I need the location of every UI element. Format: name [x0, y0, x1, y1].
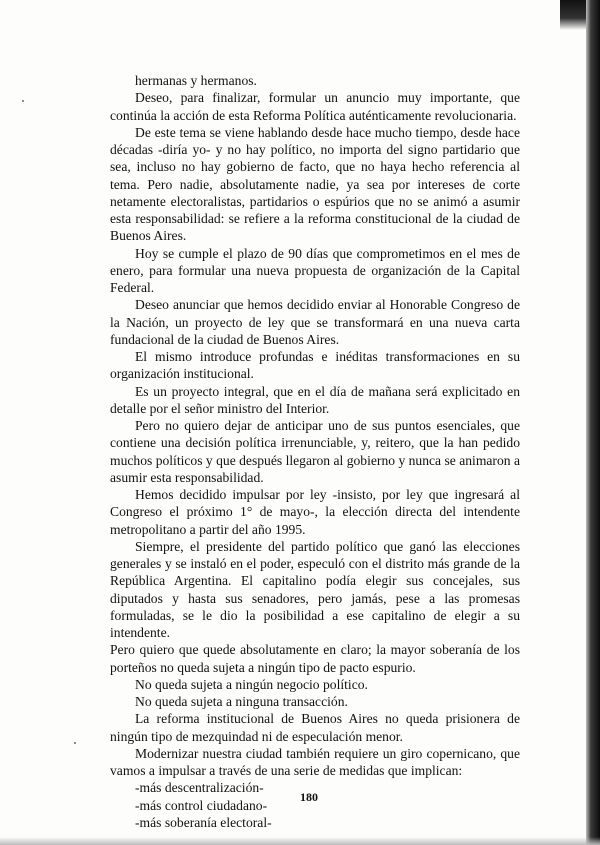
page-edge-shadow-bottom	[0, 837, 600, 845]
text-line: detalle por el señor ministro del Interior.	[110, 400, 330, 416]
text-line: -más descentralización-	[135, 780, 264, 796]
text-line: Es un proyecto integral, que en el día de mañana será explicitado en	[135, 383, 520, 399]
text-line: netamente electoralistas, partidarios o espúrios que no se animó a asumir	[110, 193, 520, 209]
text-line: asumir esta responsabilidad.	[110, 469, 264, 485]
text-line: fundacional de la ciudad de Buenos Aires.	[110, 331, 340, 347]
text-line: Buenos Aires.	[110, 228, 187, 244]
text-line: -más control ciudadano-	[135, 797, 268, 813]
text-line: ningún tipo de mezquindad ni de especulación menor.	[110, 728, 403, 744]
text-line: República Argentina. El capitalino podía elegir sus concejales, sus	[110, 573, 520, 589]
text-line: hermanas y hermanos.	[135, 73, 257, 88]
text-line: De este tema se viene hablando desde hace mucho tiempo, desde hace	[135, 124, 520, 140]
text-line: Deseo anunciar que hemos decidido enviar al Honorable Congreso de	[135, 297, 520, 313]
text-line: décadas -diría yo- y no hay político, no importa del signo partidario que	[110, 142, 520, 157]
text-line: tema. Pero nadie, absolutamente nadie, ya sea por intereses de corte	[110, 176, 520, 192]
text-line: Modernizar nuestra ciudad también requiere un giro copernicano, que	[135, 745, 520, 761]
text-line: diputados y hasta sus senadores, pero jamás, pese a las promesas	[110, 590, 520, 606]
text-line: sea, incluso no hay gobierno de facto, que no haya hecho referencia al	[110, 159, 520, 175]
text-line: contiene una decisión política irrenunciable, y, reitero, que la han pedido	[110, 435, 520, 451]
text-line: Hoy se cumple el plazo de 90 días que comprometimos en el mes de	[135, 245, 520, 261]
scan-speck	[22, 100, 24, 102]
text-line: generales y se instaló en el poder, especuló con el distrito más grande de la	[110, 556, 520, 571]
text-line: Hemos decidido impulsar por ley -insisto, por ley que ingresará al	[135, 487, 520, 502]
scan-speck	[74, 742, 76, 744]
body-text	[110, 72, 520, 831]
text-line: organización institucional.	[110, 366, 254, 382]
text-line: -más soberanía electoral-	[135, 814, 272, 830]
text-line: Siempre, el presidente del partido político que ganó las elecciones	[135, 538, 520, 554]
text-line: formuladas, se le dio la posibilidad a ese capitalino de elegir a su intendente.	[110, 607, 520, 640]
text-line: continúa la acción de esta Reforma Política auténticamente revolucionaria.	[110, 107, 517, 123]
text-line: La reforma institucional de Buenos Aires no queda prisionera de	[135, 711, 520, 727]
text-line: enero, para formular una nueva propuesta de organización de la Capital	[110, 262, 520, 278]
page-edge-shadow-right	[586, 0, 600, 845]
text-line: vamos a impulsar a través de una serie de medidas que implican:	[110, 763, 463, 778]
text-line: Pero quiero que quede absolutamente en claro; la mayor soberanía de los	[110, 642, 520, 658]
text-line: muchos políticos y que después llegaron al gobierno y nunca se animaron a	[110, 452, 520, 468]
text-line: Pero no quiero dejar de anticipar uno de sus puntos esenciales, que	[135, 418, 520, 433]
text-line: Deseo, para finalizar, formular un anuncio muy importante, que	[135, 90, 520, 106]
text-line: la Nación, un proyecto de ley que se transformará en una nueva carta	[110, 314, 520, 330]
text-line: No queda sujeta a ninguna transacción.	[135, 694, 348, 709]
text-line: No queda sujeta a ningún negocio político.	[135, 676, 368, 692]
text-line: El mismo introduce profundas e inéditas transformaciones en su	[135, 349, 520, 364]
text-line: Federal.	[110, 280, 155, 295]
text-line: metropolitano a partir del año 1995.	[110, 521, 306, 537]
text-line: Congreso el próximo 1° de mayo-, la elección directa del intendente	[110, 504, 520, 520]
text-line: esta responsabilidad: se refiere a la reforma constitucional de la ciudad de	[110, 211, 520, 226]
page-number: 180	[300, 790, 318, 804]
text-line: porteños no queda sujeta a ningún tipo de pacto espurio.	[110, 659, 416, 675]
